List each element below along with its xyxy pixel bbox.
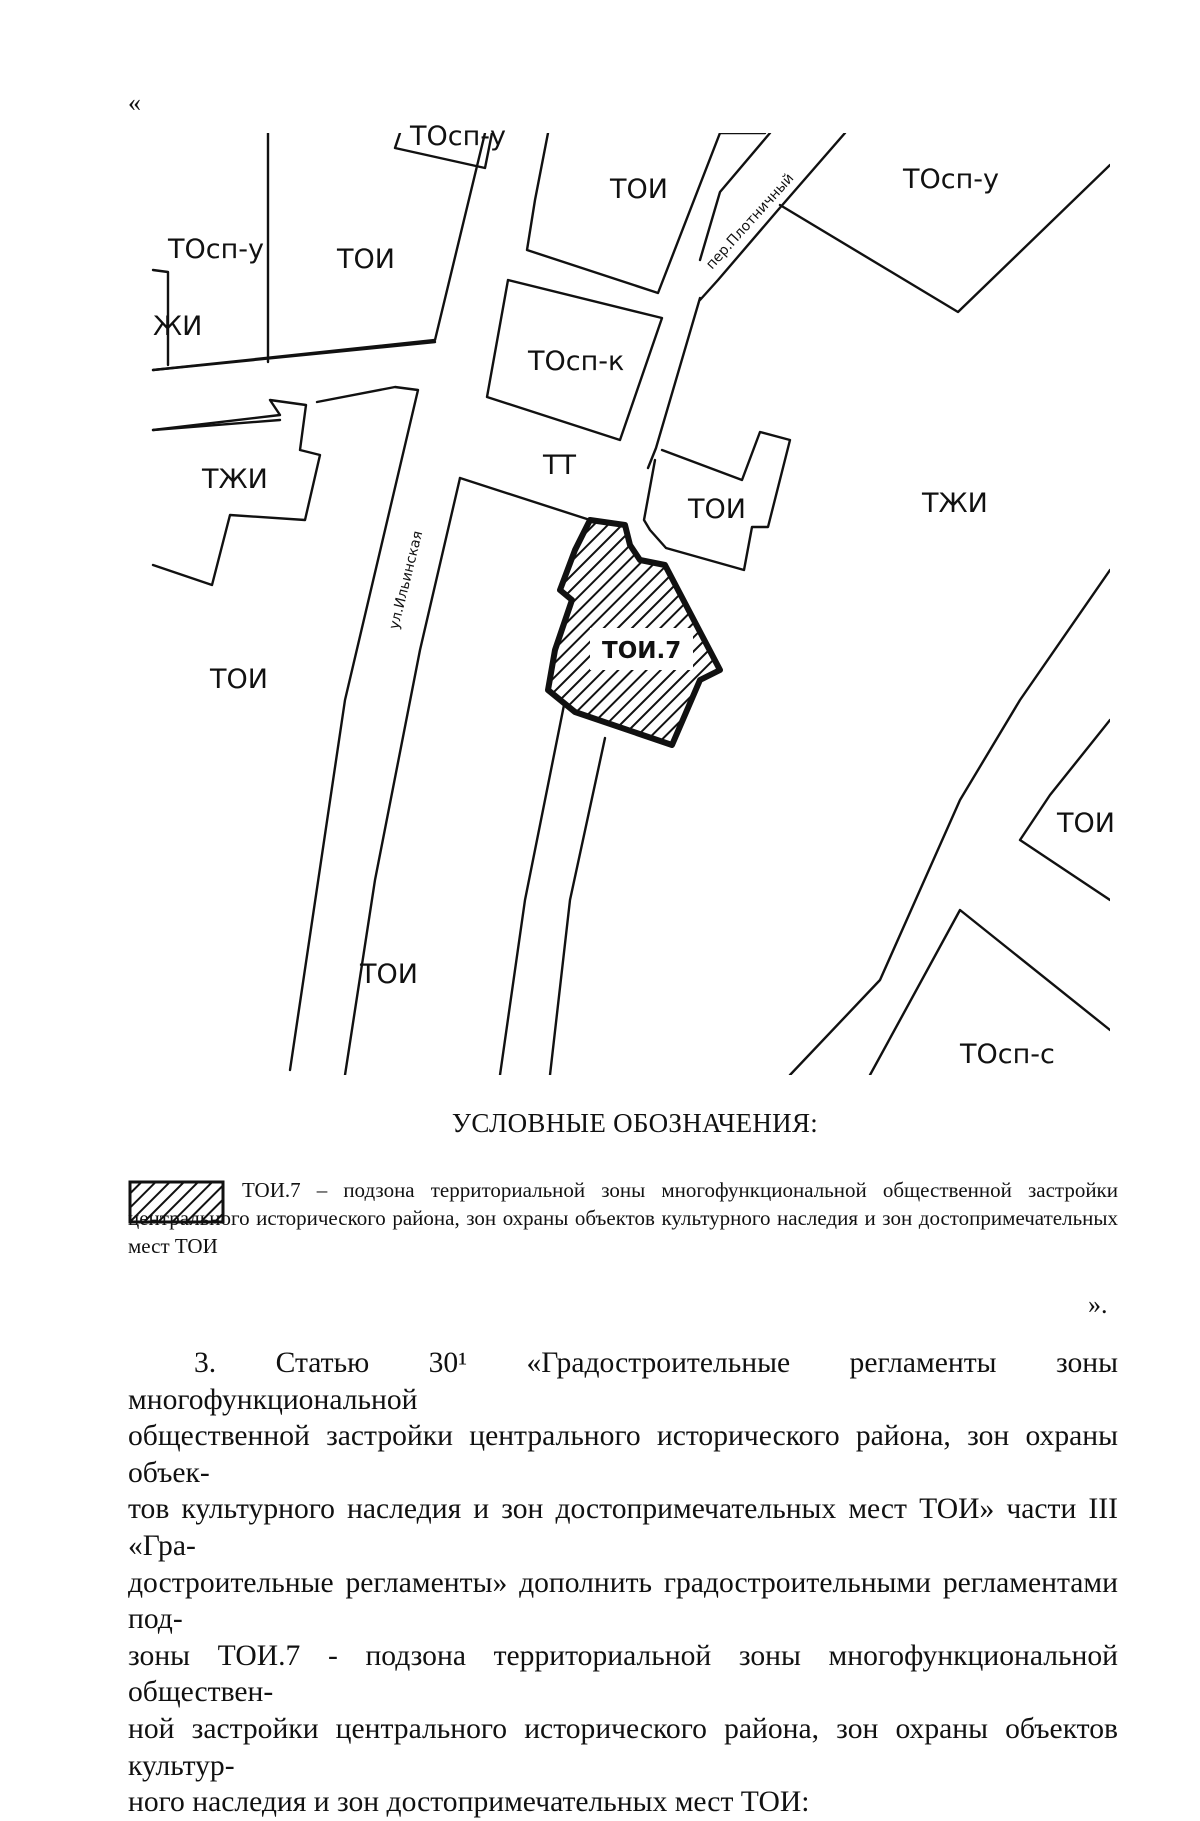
street-label-plotnichny: пер.Плотничный [703,170,798,273]
parcel-outline [527,133,720,293]
paragraph-line: достроительные регламенты» дополнить градостроительными регламентами под- [128,1566,1118,1636]
paragraph-line: ной застройки центрального исторического района, зон охраны объектов культур- [128,1712,1118,1782]
zone-label: ТОИ [610,174,668,205]
opening-quote: « [128,88,141,117]
zone-label-toi7: ТОИ.7 [602,638,682,664]
legend-item-description [128,1176,1118,1260]
paragraph-line: 3. Статью 30¹ «Градостроительные регламенты зоны многофункциональной [128,1347,1118,1416]
zone-label: ТТ [543,450,576,481]
street-edge [700,133,845,300]
body-paragraph [128,1345,1118,1821]
legend-title: УСЛОВНЫЕ ОБОЗНАЧЕНИЯ: [451,1108,819,1138]
street-edge [460,478,590,520]
zone-label: ТОИ [360,959,418,990]
legend-item-text: ТОИ.7 – подзона территориальной зоны многофункциональной общественной застройки центрального исторического района, зон охраны объектов культурного наследия и зон достопримечательных мест ТОИ [128,1178,1118,1258]
zone-label: ТОсп-у [168,234,264,265]
paragraph-line: тов культурного наследия и зон достопримечательных мест ТОИ» части III «Гра- [128,1493,1118,1562]
paragraph-line: общественной застройки центрального исторического района, зон охраны объек- [128,1420,1118,1489]
zone-label: ТЖИ [202,464,268,495]
zone-label: ТОсп-с [960,1039,1055,1070]
street-edge [153,342,435,370]
zone-label: ТОИ [1057,808,1115,839]
street-label-ilinskaya: ул.Ильинская [386,529,427,631]
zone-label: ТОИ [337,244,395,275]
street-edge [550,738,605,1075]
closing-quote: ». [1088,1290,1108,1319]
paragraph-line: ного наследия и зон достопримечательных мест ТОИ: [128,1786,810,1819]
paragraph-line: зоны ТОИ.7 - подзона территориальной зоны многофункциональной обществен- [128,1639,1118,1709]
zone-label: ТОсп-у [410,121,506,152]
street-edge [648,298,700,468]
zone-label: ЖИ [153,311,203,342]
zone-label: ТЖИ [922,488,988,519]
zone-label: ТОсп-у [903,164,999,195]
zone-label: ТОсп-к [528,346,625,377]
zone-label: ТОИ [210,664,268,695]
zone-label: ТОИ [688,494,746,525]
